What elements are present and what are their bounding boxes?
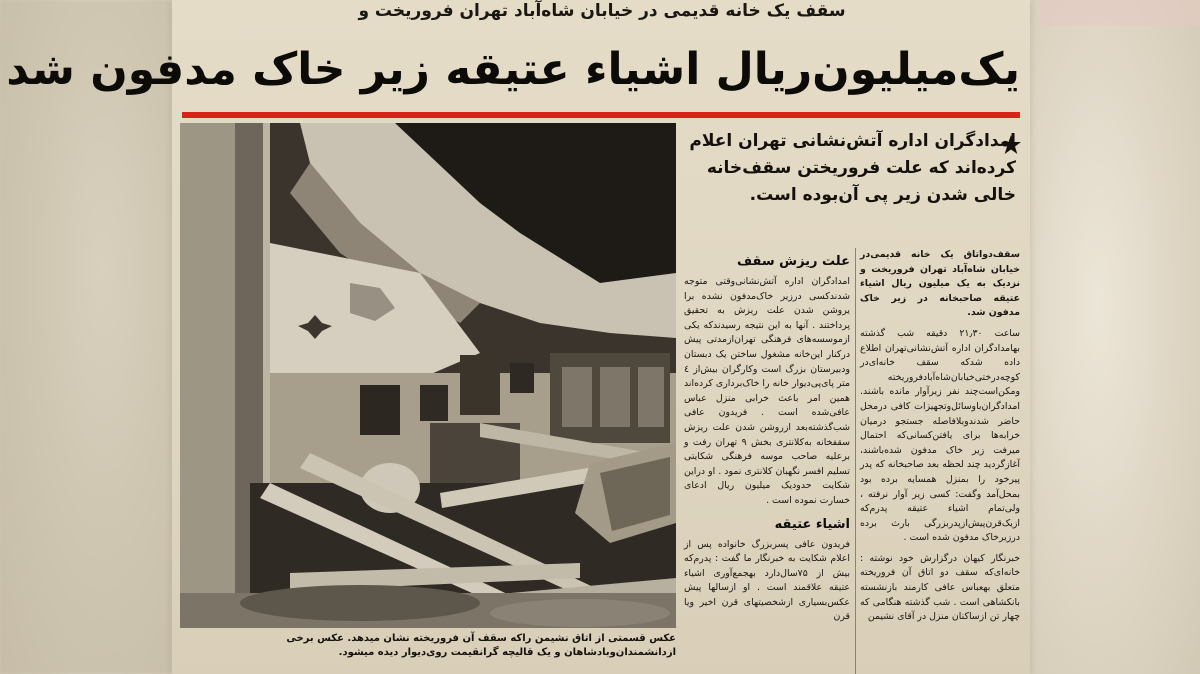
body-paragraph: ساعت ۲۱٫۳۰ دقیقه شب گذشته بهامدادگران اداره آتش‌نشانی‌تهران اطلاع داده شدکه سقف خانه‌ای‌در کوچه‌درختی‌خیابان‌شاه‌آبادفروریخته ومکن‌است‌چند نفر زیرآوار مانده باشند. امدادگران‌باوسائل‌وتجهیزات کافی درمحل حاضر شدندوبلافاصله جستجو درمیان خرابه‌ها برای یافتن‌کسانی‌که احتمال میرفت زیر خاک مدفون شده‌باشند، آغازگردید چند لحظه بعد صاحبخانه که پدر پیرخود را بمنزل همسایه برده بود بمحل‌آمد وگفت: کسی زیر آوار نرفته ، ولی‌تمام اشیاء عتیقه پدرم‌که ازیک‌قرن‌پیش‌ازپدربزرگی بارث برده درزیرخاک مدفون شده است . [860, 327, 1020, 544]
body-paragraph: امدادگران اداره آتش‌نشانی‌وقتی متوجه شدندکسی درزیر خاک‌مدفون نشده برا یروشن شدن علت ریزش به تحقیق پرداختند . آنها به این نتیجه رسیدندکه یکی ازموسسه‌های فرهنگی تهران‌ازمدتی پیش درکنار این‌خانه مشغول ساختن یک دبستان ودبیرستان بزرگ است وکارگران بیش‌از ٤ متر پای‌پی‌دیوار خانه را خاک‌برداری کرده‌اند همین امر باعث خرابی منزل عباس عافی‌شده است . فریدون عافی شب‌گذشته‌بعد ازروشن شدن علت ریزش سقفخانه به‌کلانتری بخش ۹ تهران رفت و برعلیه صاحب موسه فرهنگی شکایتی تسلیم افسر نگهبان کلانتری نمود . او دراین شکایت حدودیک میلیون ریال ادعای خسارت نموده است . [684, 276, 850, 506]
body-paragraph: فریدون عافی پسربزرگ خانواده پس از اعلام شکایت به خبرنگار ما گفت : پدرم‌که بیش از ۷۵سال‌دارد بهجمع‌آوری اشیاء عتیقه علاقمند است . او ازسالها پیش عکس‌بسیاری ازشخصیتهای قرن اخیر ویا قرن [684, 538, 850, 623]
right-text-column [860, 248, 1020, 674]
left-text-column [684, 248, 850, 674]
newspaper-page [6, 0, 1030, 674]
main-headline: یک‌میلیون‌ریال اشیاء عتیقه زیر خاک مدفون شد [6, 44, 1020, 95]
intro-paragraph: سقف‌دواتاق یک خانه قدیمی‌در خیابان شاه‌آباد تهران فروریخت و نزدیک به یک میلیون ریال اشیاء عتیقه صاحبخانه در زیر خاک مدفون شد. [860, 249, 1020, 319]
subheading-antiques: اشیاء عتیقه [774, 516, 850, 532]
kicker-headline: سقف یک خانه قدیمی در خیابان شاه‌آباد تهران فروریخت و [358, 1, 846, 21]
column-divider [855, 248, 856, 674]
background-blur-right [1030, 0, 1200, 674]
body-paragraph: خبرنگار کیهان درگزارش خود نوشته : خانه‌ای‌که سقف دو اتاق آن فروریخته متعلق بهعباس عافی کارمند بازنشسته بانکشاهی است . شب گذشته هنگامی که چهار تن ازساکنان منزل در آقای نشیمن [860, 552, 1020, 623]
subheading-collapse-cause: علت ریزش سقف [736, 254, 850, 269]
collapsed-ceiling-photo [180, 123, 676, 628]
lead-paragraph: امدادگران اداره آتش‌نشانی تهران اعلام کرده‌اند که علت فروریختن سقف‌خانه خالی شدن زیر پی آن‌بوده است. [689, 131, 1016, 205]
red-rule [182, 112, 1020, 118]
photo-caption: عکس قسمتی از اتاق نشیمن راکه سقف آن فروریخته نشان میدهد. عکس برخی ازدانشمندان‌وبادشاهان و یک قالیچه گرانقیمت روی‌دیوار دیده میشود. [286, 633, 676, 658]
